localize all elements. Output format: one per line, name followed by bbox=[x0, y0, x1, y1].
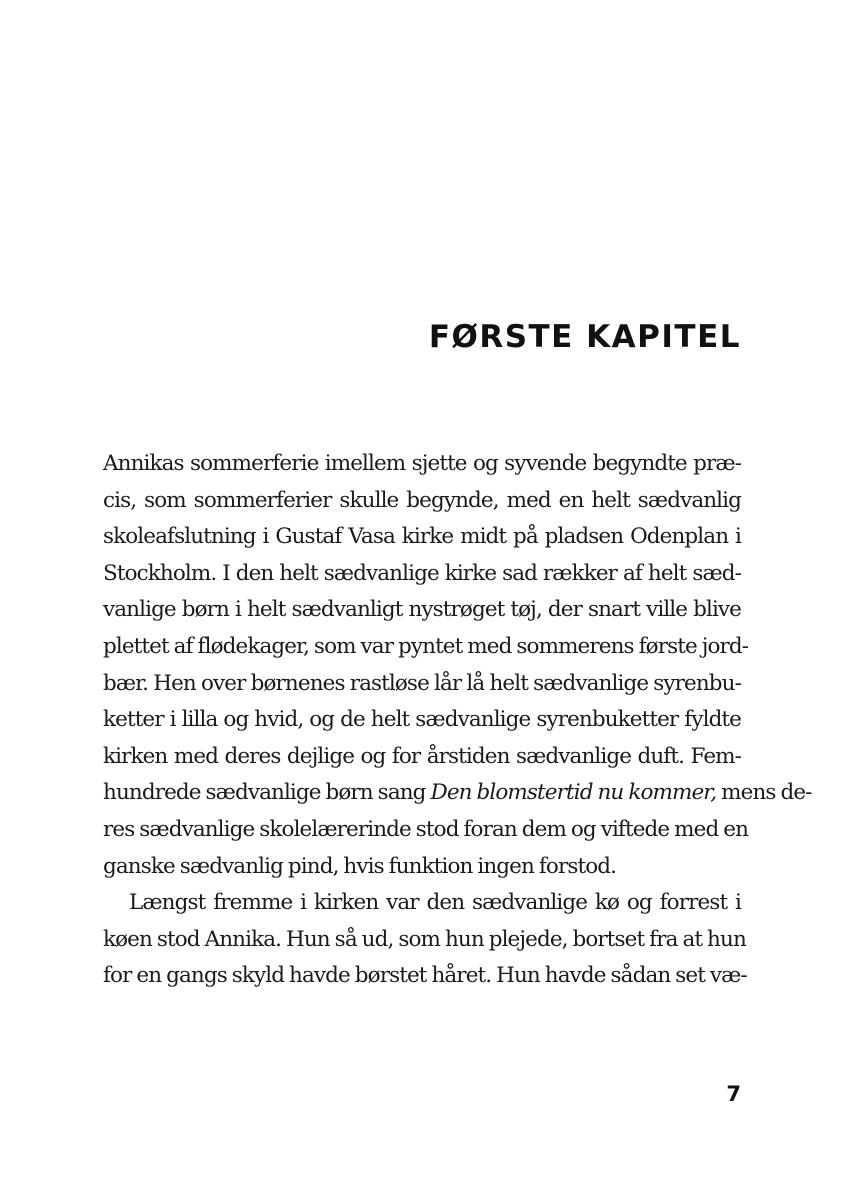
text-line: skoleafslutning i Gustaf Vasa kirke midt på pladsen Odenplan i bbox=[103, 524, 741, 550]
text-line: bær. Hen over børnenes rastløse lår lå helt sædvanlige syrenbu- bbox=[103, 670, 741, 696]
text-line: for en gangs skyld havde børstet håret. Hun havde sådan set væ- bbox=[103, 963, 747, 989]
text-line: Stockholm. I den helt sædvanlige kirke sad rækker af helt sæd- bbox=[103, 560, 741, 586]
text-line: cis, som sommerferier skulle begynde, med en helt sædvanlig bbox=[103, 487, 741, 513]
text-line: plettet af flødekager, som var pyntet med sommerens første jord- bbox=[103, 633, 749, 659]
chapter-title: FØRSTE KAPITEL bbox=[428, 319, 741, 355]
body-text bbox=[103, 446, 812, 995]
paragraph-start-line: Længst fremme i kirken var den sædvanlige kø og forrest i bbox=[129, 890, 741, 916]
paragraph-end-line: ganske sædvanlig pind, hvis funktion ingen forstod. bbox=[103, 853, 617, 879]
song-title: Den blomstertid nu kommer, bbox=[430, 780, 717, 806]
text-line: vanlige børn i helt sædvanligt nystrøget tøj, der snart ville blive bbox=[103, 597, 741, 623]
text-segment: hundrede sædvanlige børn sang bbox=[103, 780, 431, 806]
text-line: kirken med deres dejlige og for årstiden sædvanlige duft. Fem- bbox=[103, 743, 741, 769]
text-line: res sædvanlige skolelærerinde stod foran dem og viftede med en bbox=[103, 816, 749, 842]
page-number: 7 bbox=[726, 1082, 741, 1106]
text-line: ketter i lilla og hvid, og de helt sædvanlige syrenbuketter fyldte bbox=[103, 707, 741, 733]
text-line: køen stod Annika. Hun så ud, som hun plejede, bortset fra at hun bbox=[103, 926, 746, 952]
text-line-with-song-title bbox=[103, 775, 812, 812]
text-segment: mens de- bbox=[716, 780, 812, 806]
text-line: Annikas sommerferie imellem sjette og syvende begyndte præ- bbox=[103, 451, 741, 476]
